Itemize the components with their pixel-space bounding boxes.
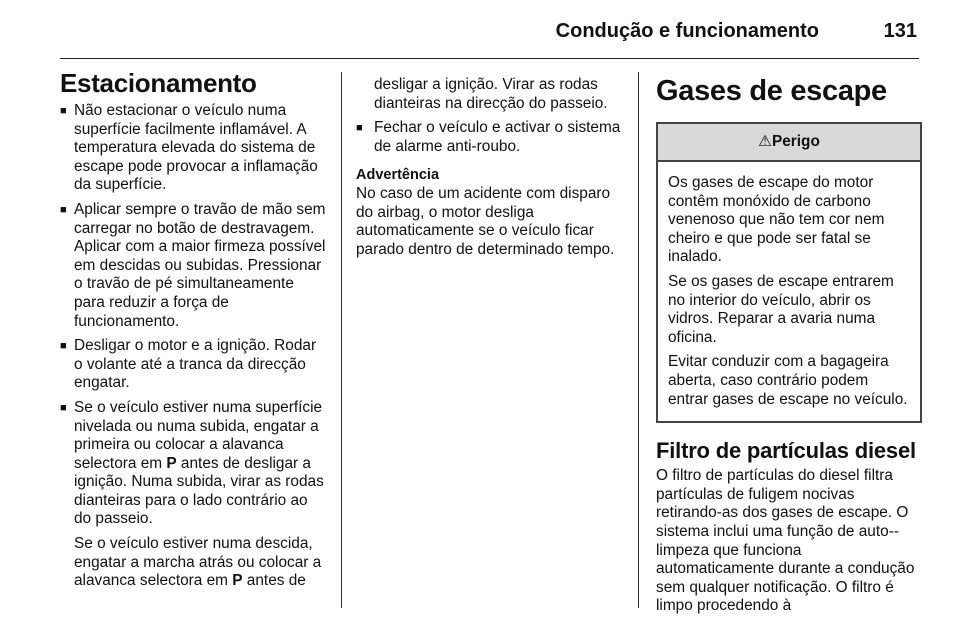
list-item: ■ Aplicar sempre o travão de mão sem carregar no botão de destravagem. Aplicar com a maior firmeza possível em descidas ou subidas. Pressionar o travão de pé simultaneamente para reduzir a força de funcionamento. <box>60 200 326 330</box>
note-text: No caso de um acidente com disparo do airbag, o motor desliga automaticamente se o veículo ficar parado dentro de determinado tempo. <box>356 184 615 258</box>
column-divider-left <box>341 72 342 608</box>
danger-warning-box <box>656 122 922 423</box>
column-parking-continued <box>356 76 622 265</box>
page-number: 131 <box>883 20 917 42</box>
column-exhaust <box>656 68 922 622</box>
bullet-continuation: Se o veículo estiver numa descida, engatar a marcha atrás ou colocar a alavanca selectora em P antes de <box>74 535 322 590</box>
parking-bullet-list-2 <box>356 119 622 156</box>
list-item: ■ Se o veículo estiver numa superfície nivelada ou numa subida, engatar a primeira ou colocar a alavanca selectora em P antes de desligar a ignição. Numa subida, virar as rodas dianteiras para o lado contrário ao do passeio. <box>60 398 324 528</box>
note-title: Advertência <box>356 167 440 184</box>
bullet-square-icon: ■ <box>60 340 67 353</box>
parking-bullet-list <box>60 102 328 529</box>
warning-header <box>658 124 920 162</box>
column-divider-right <box>638 72 639 608</box>
warning-paragraph: Os gases de escape do motor contêm monóxido de carbono venenoso que não tem cor nem cheiro e que pode ser fatal se inalado. <box>668 174 885 266</box>
warning-triangle-icon: ⚠ <box>758 133 772 150</box>
bullet-square-icon: ■ <box>60 105 67 117</box>
bullet-square-icon: ■ <box>356 122 363 135</box>
bullet-continuation: desligar a ignição. Virar as rodas dianteiras na direcção do passeio. <box>374 76 608 112</box>
warning-title: Perigo <box>771 133 820 150</box>
page-header <box>60 14 919 58</box>
diesel-filter-text: O filtro de partículas do diesel filtra partículas de fuligem nocivas retirando-as dos gases de escape. O sistema inclui uma função de auto--limpeza que funciona automaticamente durante a condução sem qualquer notificação. O filtro é limpo procedendo à <box>656 467 915 615</box>
column-parking <box>60 68 328 597</box>
bullet-square-icon: ■ <box>60 401 67 414</box>
section-heading-diesel-filter: Filtro de partículas diesel <box>656 438 916 464</box>
bullet-square-icon: ■ <box>60 203 67 216</box>
section-heading-exhaust: Gases de escape <box>656 75 887 107</box>
section-heading-parking: Estacionamento <box>60 68 257 98</box>
warning-body <box>658 162 920 421</box>
list-item: ■ Desligar o motor e a ignição. Rodar o volante até a tranca da direcção engatar. <box>60 337 317 392</box>
header-rule <box>60 58 919 59</box>
warning-paragraph: Evitar conduzir com a bagageira aberta, caso contrário podem entrar gases de escape no veículo. <box>668 353 908 408</box>
header-title: Condução e funcionamento <box>555 20 819 42</box>
warning-paragraph: Se os gases de escape entrarem no interior do veículo, abrir os vidros. Reparar a avaria numa oficina. <box>668 272 894 346</box>
list-item: ■ Não estacionar o veículo numa superfície facilmente inflamável. A temperatura elevada do sistema de escape pode provocar a inflamação da superfície. <box>60 102 318 194</box>
list-item: ■ Fechar o veículo e activar o sistema de alarme anti-roubo. <box>356 119 621 155</box>
